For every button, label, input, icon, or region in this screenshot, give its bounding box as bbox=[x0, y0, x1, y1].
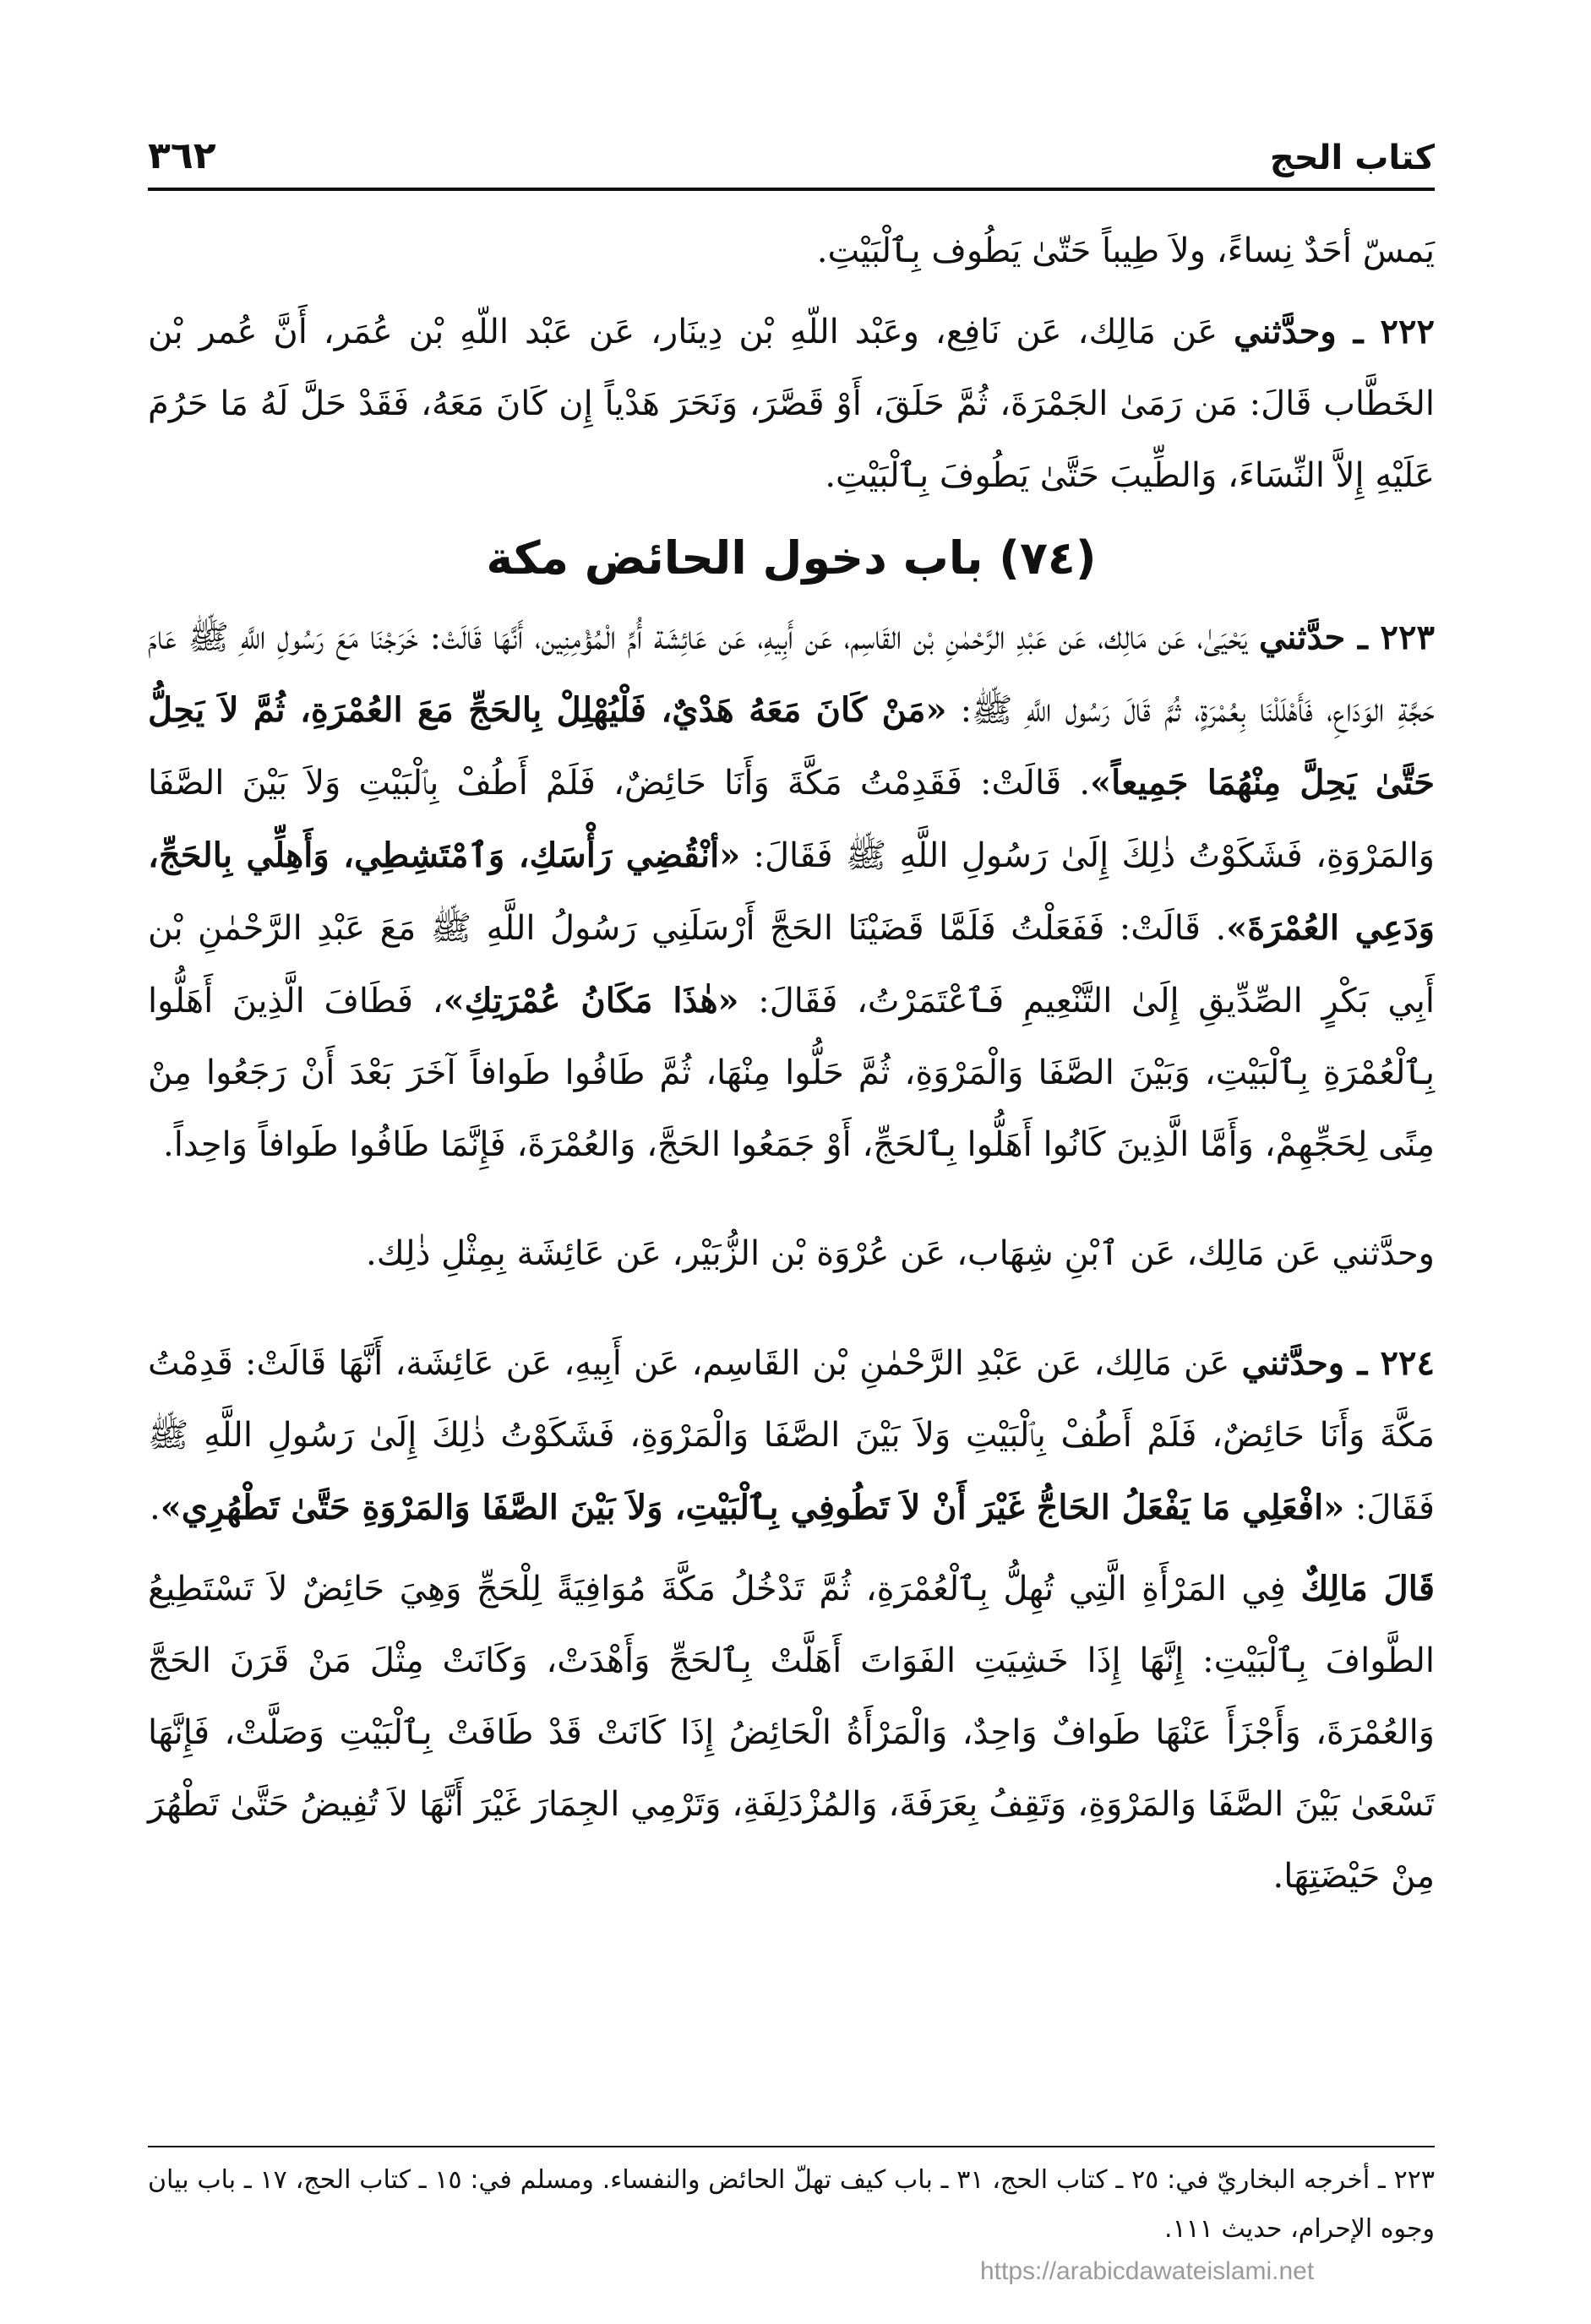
spacer bbox=[148, 1189, 1435, 1218]
hadith-224-quote: «افْعَلِي مَا يَفْعَلُ الحَاجُّ غَيْرَ أَنْ لاَ تَطُوفِي بِٱلْبَيْتِ، وَلاَ بَيْنَ الصَّفَا وَالمَرْوَةِ حَتَّىٰ تَطْهُرِي» bbox=[160, 1488, 1345, 1527]
malik-text: فِي المَرْأَةِ الَّتِي تُهِلُّ بِٱلْعُمْرَةِ، ثُمَّ تَدْخُلُ مَكَّةَ مُوَافِيَةً لِلْحَجِّ وَهِيَ حَائِضٌ لاَ تَسْتَطِيعُ الطَّوافَ بِٱلْبَيْتِ: إِنَّهَا إِذَا خَشِيَتِ الفَوَاتَ أَهَلَّتْ بِٱلحَجِّ وَأَهْدَتْ، وَكَانَتْ مِثْلَ مَنْ قَرَنَ الحَجَّ وَالعُمْرَةَ، وَأَجْزَأَ عَنْهَا طَوافٌ وَاحِدٌ، وَالْمَرْأَةُ الْحَائِضُ إِذَا كَانَتْ قَدْ طَافَتْ بِٱلْبَيْتِ وَصَلَّتْ، فَإِنَّهَا تَسْعَىٰ بَيْنَ الصَّفَا وَالمَرْوَةِ، وَتَقِفُ بِعَرَفَةَ، وَالمُزْدَلِفَةِ، وَتَرْمِي الجِمَارَ غَيْرَ أَنَّهَا لاَ تُفِيضُ حَتَّىٰ تَطْهُرَ مِنْ حَيْضَتِهَا. bbox=[148, 1570, 1435, 1896]
hadith-223-quote-2: «أنْقُضِي رَأْسَكِ، وَٱمْتَشِطِي، وَأَهِلِّي بِالحَجِّ، وَدَعِي العُمْرَةَ» bbox=[148, 835, 1435, 948]
continuation-paragraph bbox=[148, 215, 1435, 287]
hadith-223-text-g: ، فَطَافَ الَّذِينَ أَهَلُّوا بِٱلْعُمْرَةِ بِٱلْبَيْتِ، وَبَيْنَ الصَّفَا وَالْمَرْوَةِ، ثُمَّ حَلُّوا مِنْهَا، ثُمَّ طَافُوا طَوافاً آخَرَ بَعْدَ أَنْ رَجَعُوا مِنْ مِنًى لِحَجِّهِمْ، وَأَمَّا الَّذِينَ كَانُوا أَهَلُّوا بِٱلحَجِّ، أَوْ جَمَعُوا الحَجَّ، وَالعُمْرَةَ، فَإِنَّمَا طَافُوا طَوافاً وَاحِداً. bbox=[148, 982, 1435, 1164]
malik-lead: قَالَ مَالِكٌ bbox=[1300, 1569, 1436, 1608]
continuation-text: يَمسّ أحَدٌ نِساءً، ولاَ طِيباً حَتّىٰ يَطُوف بِٱلْبَيْتِ. bbox=[816, 231, 1435, 270]
header-rule bbox=[148, 188, 1435, 191]
hadith-223-text-a: يَحْيَىٰ، عَن مَالِك، عَن عَبْدِ الرَّحْمٰنِ بْن القَاسِم، عَن أَبِيهِ، عَن عَائِشَة أُمِّ الْمُؤْمِنِين، أَنَّهَا قَالَتْ: خَرَجْنَا مَعَ رَسُولِ اللَّهِ ﷺ عَامَ حَجَّةِ الوَدَاعِ، فَأَهْلَلْنَا بِعُمْرَةٍ، ثُمَّ قَالَ رَسُول اللَّهِ ﷺ: bbox=[148, 618, 1435, 730]
footnote-rule bbox=[148, 2146, 1435, 2147]
hadith-223-second-chain bbox=[148, 1218, 1435, 1290]
page-number: ٣٦٢ bbox=[148, 134, 216, 177]
hadith-223 bbox=[148, 601, 1435, 1181]
watermark-url: https://arabicdawateislami.net bbox=[980, 2257, 1315, 2285]
hadith-224-text-a: عَن مَالِك، عَن عَبْدِ الرَّحْمٰنِ بْن القَاسِم، عَن أَبِيهِ، عَن عَائِشَة، أَنَّهَا قَالَتْ: قَدِمْتُ مَكَّةَ وَأَنَا حَائِضٌ، فَلَمْ أَطُفْ بِٱلْبَيْتِ وَلاَ بَيْنَ الصَّفَا وَالْمَرْوَةِ، فَشَكَوْتُ ذٰلِكَ إِلَىٰ رَسُولِ اللَّهِ ﷺ فَقَالَ: bbox=[148, 1344, 1435, 1527]
footnote-223: ٢٢٣ ـ أخرجه البخاريّ في: ٢٥ ـ كتاب الحج، ٣١ ـ باب كيف تهلّ الحائض والنفساء. ومسلم في: ١٥ ـ كتاب الحج، ١٧ ـ باب بيان وجوه الإحرام، حديث ١١١. bbox=[148, 2165, 1435, 2244]
hadith-224-number: ٢٢٤ ـ وحدَّثني bbox=[1241, 1343, 1435, 1383]
hadith-223-quote-1: «مَنْ كَانَ مَعَهُ هَدْيٌ، فَلْيُهْلِلْ بِالحَجِّ مَعَ العُمْرَةِ، ثُمَّ لاَ يَحِلُّ حَتَّىٰ يَحِلَّ مِنْهُمَا جَمِيعاً» bbox=[148, 690, 1436, 803]
chapter-heading: (٧٤) باب دخول الحائض مكة bbox=[486, 531, 1097, 585]
hadith-223-quote-3: «هٰذَا مَكَانُ عُمْرَتِكِ» bbox=[443, 981, 739, 1020]
hadith-223-number: ٢٢٣ ـ حدَّثني bbox=[1258, 618, 1435, 657]
hadith-223-text-e: . قَالَتْ: فَفَعَلْتُ فَلَمَّا قَضَيْنَا الحَجَّ أَرْسَلَنِي رَسُولُ اللَّهِ ﷺ مَعَ عَبْدِ الرَّحْمٰنِ بْن أَبِي بَكْرٍ الصِّدِّيقِ إِلَىٰ التَّنْعِيمِ فَٱعْتَمَرْتُ، فَقَالَ: bbox=[148, 909, 1435, 1020]
second-chain-text: وحدَّثني عَن مَالِك، عَن ٱبْنِ شِهَاب، عَن عُرْوَة بْن الزُّبَيْر، عَن عَائِشَة بِمِثْلِ ذٰلِك. bbox=[366, 1234, 1435, 1273]
main-text bbox=[148, 215, 1435, 1921]
hadith-222 bbox=[148, 296, 1435, 512]
footnotes bbox=[148, 2156, 1435, 2254]
page-header bbox=[148, 118, 1435, 177]
malik-commentary bbox=[148, 1553, 1435, 1913]
hadith-222-text: عَن مَالِك، عَن نَافِع، وعَبْد اللّهِ بْن دِينَار، عَن عَبْد اللّهِ بْن عُمَر، أَنَّ عُمر بْن الخَطَّاب قَالَ: مَن رَمَىٰ الجَمْرَةَ، ثُمَّ حَلَقَ، أَوْ قَصَّرَ، وَنَحَرَ هَدْياً إِن كَانَ مَعَهُ، فَقَدْ حَلَّ لَهُ مَا حَرُمَ عَلَيْهِ إِلاَّ النِّسَاءَ، وَالطِّيبَ حَتَّىٰ يَطُوفَ بِٱلْبَيْتِ. bbox=[148, 313, 1435, 495]
hadith-222-number: ٢٢٢ ـ وحدَّثني bbox=[1234, 312, 1435, 351]
hadith-224 bbox=[148, 1327, 1435, 1544]
spacer bbox=[148, 1298, 1435, 1327]
hadith-224-text-c: . bbox=[150, 1489, 161, 1527]
running-title: كتاب الحج bbox=[1269, 139, 1435, 177]
hadith-223-text-c: . قَالَتْ: فَقَدِمْتُ مَكَّةَ وَأَنَا حَائِضٌ، فَلَمْ أَطُفْ بِٱلْبَيْتِ وَلاَ بَيْنَ الصَّفَا وَالمَرْوَةِ، فَشَكَوْتُ ذٰلِكَ إِلَىٰ رَسُولِ اللَّهِ ﷺ فَقَالَ: bbox=[148, 764, 1436, 875]
